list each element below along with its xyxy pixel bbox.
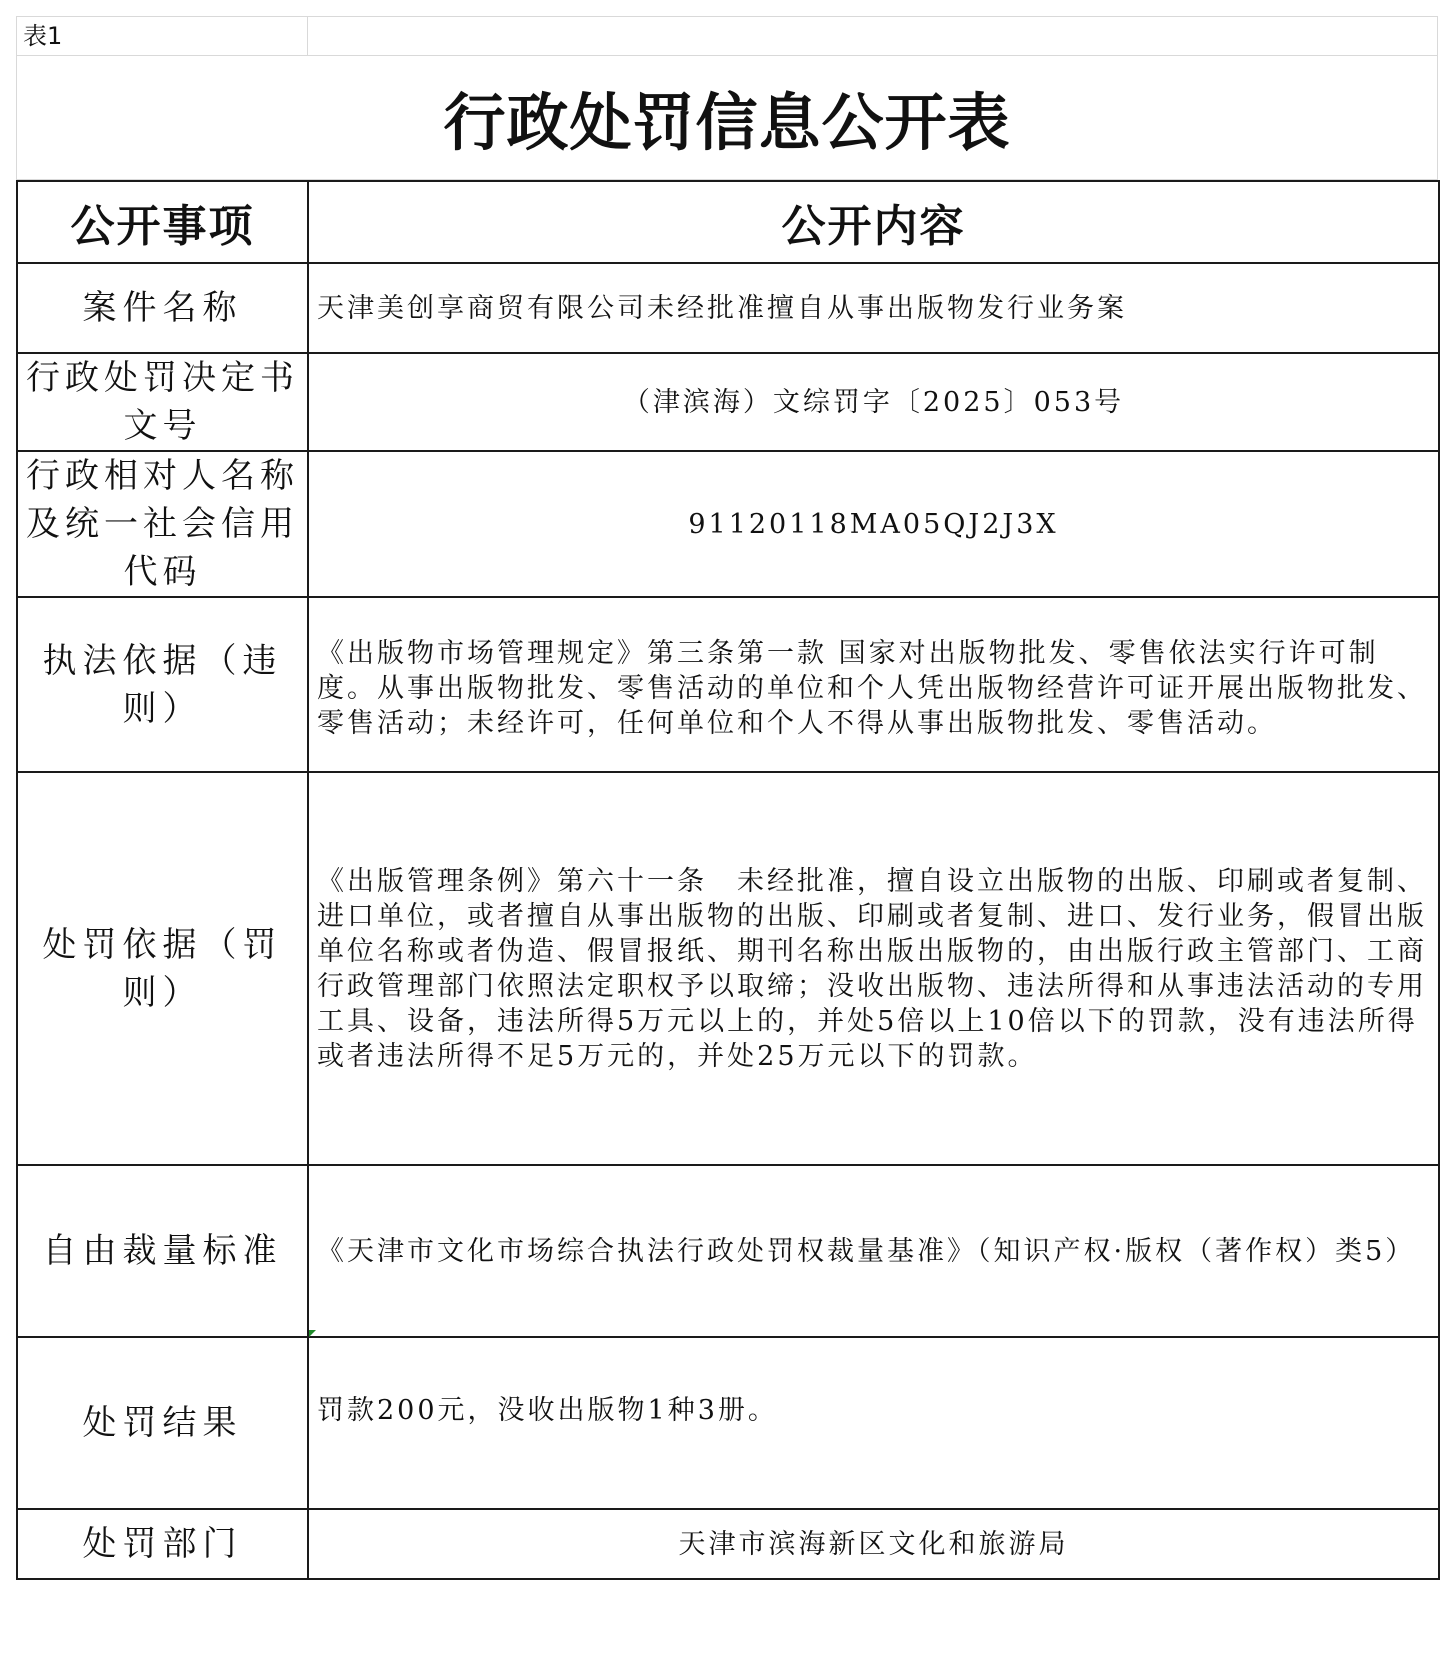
row-key: 自由裁量标准 [17,1165,308,1337]
row-value: 天津市滨海新区文化和旅游局 [308,1509,1439,1579]
table-row-penalty-basis [17,772,1439,1165]
header-col-item: 公开事项 [17,181,308,263]
table-header-row [17,181,1439,263]
table-row-case-name [17,263,1439,353]
label-row [16,16,1438,55]
title-row [16,55,1438,180]
table-row-party-code [17,451,1439,597]
row-value: （津滨海）文综罚字〔2025〕053号 [308,353,1439,451]
sheet-label: 表1 [17,17,308,55]
row-key: 处罚部门 [17,1509,308,1579]
spreadsheet-sheet [16,16,1438,1580]
table-row-penalty-result [17,1337,1439,1509]
row-value: 《出版物市场管理规定》第三条第一款 国家对出版物批发、零售依法实行许可制度。从事出版物批发、零售活动的单位和个人凭出版物经营许可证开展出版物批发、零售活动；未经许可，任何单位和个人不得从事出版物批发、零售活动。 [308,597,1439,772]
row-value: 罚款200元，没收出版物1种3册。 [308,1337,1439,1509]
row-key: 行政处罚决定书文号 [17,353,308,451]
row-key: 行政相对人名称及统一社会信用代码 [17,451,308,597]
row-value: 《天津市文化市场综合执法行政处罚权裁量基准》（知识产权·版权（著作权）类5） [308,1165,1439,1337]
info-table [16,180,1440,1580]
table-row-legal-basis [17,597,1439,772]
table-row-department [17,1509,1439,1579]
header-col-content: 公开内容 [308,181,1439,263]
row-value: 《出版管理条例》第六十一条 未经批准，擅自设立出版物的出版、印刷或者复制、进口单位，或者擅自从事出版物的出版、印刷或者复制、进口、发行业务，假冒出版单位名称或者伪造、假冒报纸、期刊名称出版出版物的，由出版行政主管部门、工商行政管理部门依照法定职权予以取缔；没收出版物、违法所得和从事违法活动的专用工具、设备，违法所得5万元以上的，并处5倍以上10倍以下的罚款，没有违法所得或者违法所得不足5万元的，并处25万元以下的罚款。 [308,772,1439,1165]
row-key: 处罚结果 [17,1337,308,1509]
row-value: 天津美创享商贸有限公司未经批准擅自从事出版物发行业务案 [308,263,1439,353]
row-key: 处罚依据（罚则） [17,772,308,1165]
cell-comment-marker-icon [309,1330,316,1337]
row-key: 执法依据（违则） [17,597,308,772]
table-row-discretion-standard [17,1165,1439,1337]
page-title: 行政处罚信息公开表 [443,86,1011,159]
row-key: 案件名称 [17,263,308,353]
row-value: 91120118MA05QJ2J3X [308,451,1439,597]
table-row-decision-number [17,353,1439,451]
